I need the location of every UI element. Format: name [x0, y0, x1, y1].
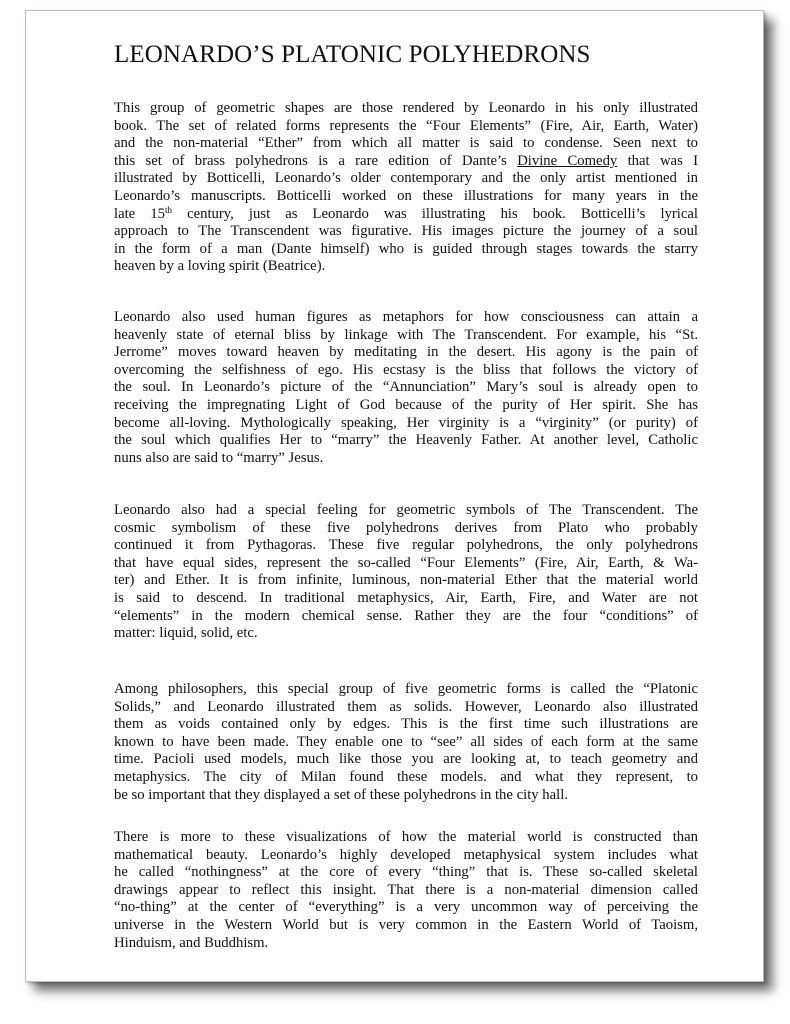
text-line: metaphysics. The city of Milan found these models. and what they represent, to	[114, 768, 698, 785]
document-page	[25, 10, 764, 982]
text-line: There is more to these visualizations of how the material world is constructed than	[114, 829, 698, 845]
paragraph-5	[114, 829, 698, 952]
text-line: Leonardo also had a special feeling for geometric symbols of The Transcendent. The	[114, 502, 698, 518]
text-line: drawings appear to reflect this insight. That there is a non-material dimension called	[114, 881, 698, 898]
text-line: book. The set of related forms represents the “Four Elements” (Fire, Air, Earth, Water)	[114, 117, 698, 134]
text-line: that have equal sides, represent the so-called “Four Elements” (Fire, Air, Earth, & Wa-	[114, 554, 698, 571]
text-segment: that was I	[617, 152, 698, 169]
text-line: ter) and Ether. It is from infinite, luminous, non-material Ether that the material world	[114, 572, 698, 589]
text-line: he called “nothingness” at the core of every “thing” that is. These so-called skeletal	[114, 864, 698, 881]
text-line: “elements” in the modern chemical sense. Rather they are the four “conditions” of	[114, 607, 698, 624]
text-line: Solids,” and Leonardo illustrated them as solids. However, Leonardo also illustrated	[114, 698, 698, 715]
paragraph-3	[114, 502, 698, 643]
text-line: “no-thing” at the center of “everything” is a very uncommon way of perceiving the	[114, 899, 698, 916]
text-line: heavenly state of eternal bliss by linkage with The Transcendent. For example, his “St.	[114, 326, 698, 343]
text-line: become all-loving. Mythologically speaking, Her virginity is a “virginity” (or purity) of	[114, 414, 698, 431]
text-line: continued it from Pythagoras. These five regular polyhedrons, the only polyhedrons	[114, 537, 698, 554]
text-line: the soul which qualifies Her to “marry” the Heavenly Father. At another level, Catholic	[114, 432, 698, 449]
text-line: universe in the Western World but is very common in the Eastern World of Taoism,	[114, 916, 698, 933]
text-line: matter: liquid, solid, etc.	[114, 625, 258, 642]
text-line: is said to descend. In traditional metaphysics, Air, Earth, Fire, and Water are not	[114, 589, 698, 606]
text-line: be so important that they displayed a set of these polyhedrons in the city hall.	[114, 786, 568, 803]
text-line: approach to The Transcendent was figurative. His images picture the journey of a soul	[114, 223, 698, 240]
text-line: and the non-material “Ether” from which all matter is said to condense. Seen next to	[114, 135, 698, 152]
text-line: Leonardo’s manuscripts. Botticelli worked on these illustrations for many years in the	[114, 187, 698, 204]
text-line: them as voids contained only by edges. This is the first time such illustrations are	[114, 716, 698, 733]
text-line: nuns also are said to “marry” Jesus.	[114, 449, 324, 466]
text-line: time. Pacioli used models, much like those you are looking at, to teach geometry and	[114, 751, 698, 768]
text-line: heaven by a loving spirit (Beatrice).	[114, 258, 326, 275]
text-line: overcoming the selfishness of ego. His ecstasy is the bliss that follows the victory of	[114, 361, 698, 378]
text-line: known to have been made. They enable one to “see” all sides of each form at the same	[114, 733, 698, 750]
text-line: Hinduism, and Buddhism.	[114, 934, 269, 951]
text-line: This group of geometric shapes are those rendered by Leonardo in his only illustrated	[114, 100, 698, 116]
book-title-divine-comedy: Divine Comedy	[517, 152, 618, 169]
text-line: in the form of a man (Dante himself) who is guided through stages towards the starry	[114, 240, 698, 257]
text-line: mathematical beauty. Leonardo’s highly developed metaphysical system includes what	[114, 846, 698, 863]
paragraph-4	[114, 681, 698, 804]
paragraph-2	[114, 309, 698, 467]
text-line: Leonardo also used human figures as metaphors for how consciousness can attain a	[114, 309, 698, 325]
text-line: receiving the impregnating Light of God because of the purity of Her spirit. She has	[114, 396, 698, 413]
text-segment: late 15	[114, 205, 165, 222]
text-line-with-title	[114, 153, 698, 171]
text-line: cosmic symbolism of these five polyhedrons derives from Plato who probably	[114, 519, 698, 536]
text-line: Jerrome” moves toward heaven by meditating in the desert. His agony is the pain of	[114, 344, 698, 361]
text-segment: century, just as Leonardo was illustrating his book. Botticelli’s lyrical	[172, 205, 698, 222]
text-line-with-superscript	[114, 206, 698, 224]
text-line: illustrated by Botticelli, Leonardo’s older contemporary and the only artist mentioned in	[114, 170, 698, 187]
text-line: Among philosophers, this special group of five geometric forms is called the “Platonic	[114, 681, 698, 697]
paragraph-1	[114, 100, 698, 276]
superscript: th	[164, 204, 172, 215]
text-line: the soul. In Leonardo’s picture of the “Annunciation” Mary’s soul is already open to	[114, 379, 698, 396]
text-segment: this set of brass polyhedrons is a rare edition of Dante’s	[114, 152, 518, 169]
page-title: LEONARDO’S PLATONIC POLYHEDRONS	[114, 41, 591, 68]
